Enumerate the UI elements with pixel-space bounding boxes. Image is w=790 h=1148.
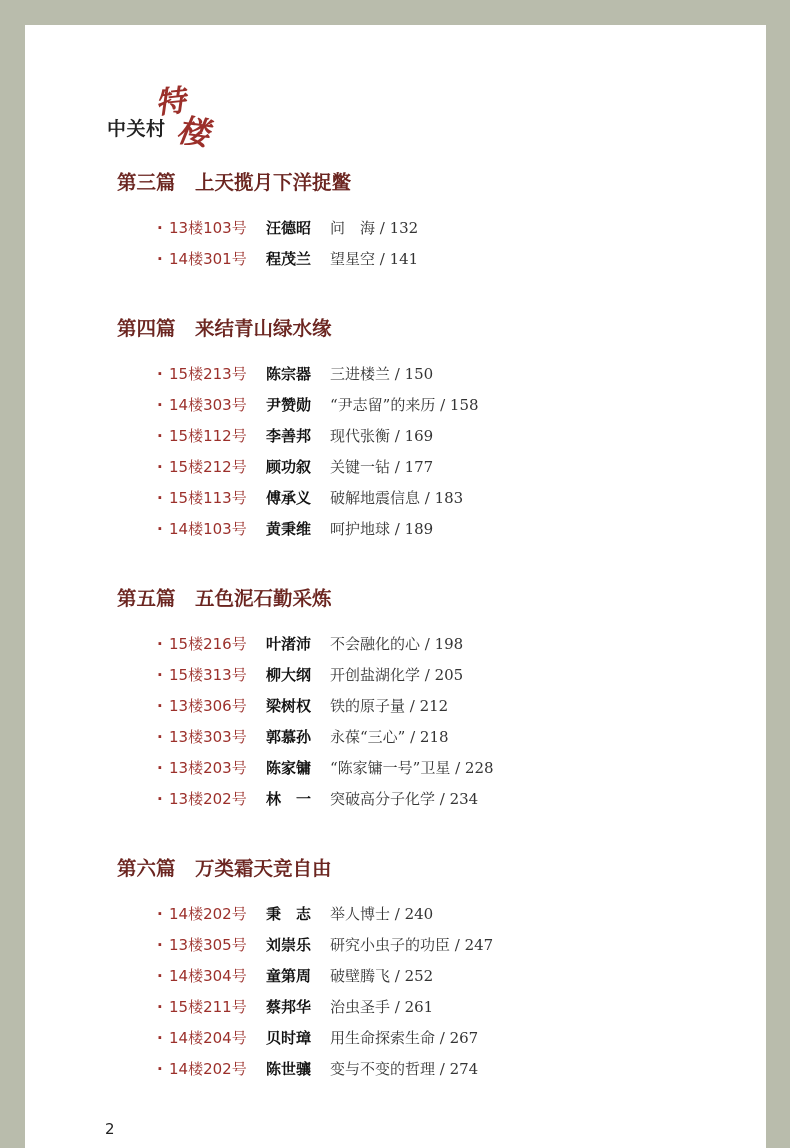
entry-room: 15楼313号 (169, 666, 247, 684)
entry-bullet: · (157, 219, 163, 237)
entry-title: 问 海 / 132 (330, 219, 419, 237)
entry-room: 14楼202号 (169, 905, 247, 923)
entry-title: 三进楼兰 / 150 (330, 365, 434, 383)
entry-name: 陈家镛 (266, 759, 312, 777)
entry-title: 关键一钻 / 177 (330, 458, 434, 476)
toc-entry[interactable] (157, 992, 493, 1023)
toc-entry[interactable] (157, 421, 479, 452)
entry-title: 举人博士 / 240 (330, 905, 434, 923)
entry-name: 叶渚沛 (266, 635, 312, 653)
entry-title: 开创盐湖化学 / 205 (330, 666, 464, 684)
entry-name: 刘崇乐 (266, 936, 312, 954)
entry-title: 永葆“三心” / 218 (330, 728, 449, 746)
entry-bullet: · (157, 728, 163, 746)
entry-room: 14楼301号 (169, 250, 247, 268)
entry-room: 14楼304号 (169, 967, 247, 985)
entry-room: 14楼202号 (169, 1060, 247, 1078)
toc-entry[interactable] (157, 244, 418, 275)
entry-room: 14楼204号 (169, 1029, 247, 1047)
toc-section (117, 316, 479, 545)
entry-room: 13楼103号 (169, 219, 247, 237)
toc-entry[interactable] (157, 359, 479, 390)
entry-list (157, 899, 493, 1085)
toc-entry[interactable] (157, 691, 494, 722)
toc-entry[interactable] (157, 483, 479, 514)
toc-section (117, 170, 418, 275)
entry-title: 不会融化的心 / 198 (330, 635, 464, 653)
entry-room: 14楼103号 (169, 520, 247, 538)
toc-section (117, 586, 494, 815)
page-number: 2 (105, 1120, 115, 1138)
entry-name: 尹赞勋 (266, 396, 312, 414)
running-header (107, 77, 307, 154)
toc-entry[interactable] (157, 660, 494, 691)
entry-title: 铁的原子量 / 212 (330, 697, 449, 715)
entry-bullet: · (157, 998, 163, 1016)
entry-title: 破解地震信息 / 183 (330, 489, 464, 507)
toc-section (117, 856, 493, 1085)
toc-entry[interactable] (157, 1023, 493, 1054)
entry-name: 郭慕孙 (266, 728, 312, 746)
entry-name: 秉 志 (266, 905, 312, 923)
section-title[interactable]: 第四篇 来结青山绿水缘 (117, 317, 332, 340)
header-calligraphy-lou: 楼 (174, 110, 212, 154)
entry-name: 汪德昭 (266, 219, 312, 237)
entry-bullet: · (157, 967, 163, 985)
entry-bullet: · (157, 635, 163, 653)
entry-room: 15楼216号 (169, 635, 247, 653)
entry-title: “尹志留”的来历 / 158 (330, 396, 479, 414)
entry-list (157, 213, 418, 275)
toc-entry[interactable] (157, 961, 493, 992)
entry-bullet: · (157, 936, 163, 954)
entry-list (157, 629, 494, 815)
toc-entry[interactable] (157, 1054, 493, 1085)
entry-name: 傅承义 (266, 489, 312, 507)
entry-room: 15楼112号 (169, 427, 247, 445)
entry-bullet: · (157, 396, 163, 414)
entry-name: 黄秉维 (266, 520, 312, 538)
toc-entry[interactable] (157, 930, 493, 961)
section-title[interactable]: 第五篇 五色泥石勤采炼 (117, 587, 332, 610)
entry-title: 突破高分子化学 / 234 (330, 790, 479, 808)
entry-bullet: · (157, 1060, 163, 1078)
entry-room: 13楼305号 (169, 936, 247, 954)
entry-title: 研究小虫子的功臣 / 247 (330, 936, 494, 954)
entry-name: 陈世骧 (266, 1060, 312, 1078)
toc-entry[interactable] (157, 213, 418, 244)
entry-name: 程茂兰 (266, 250, 312, 268)
entry-name: 蔡邦华 (266, 998, 312, 1016)
entry-bullet: · (157, 427, 163, 445)
toc-entry[interactable] (157, 899, 493, 930)
entry-bullet: · (157, 666, 163, 684)
entry-room: 13楼303号 (169, 728, 247, 746)
header-title: 中关村 (107, 118, 166, 140)
entry-room: 15楼213号 (169, 365, 247, 383)
section-title[interactable]: 第六篇 万类霜天竞自由 (117, 857, 332, 880)
entry-name: 林 一 (266, 790, 312, 808)
toc-entry[interactable] (157, 753, 494, 784)
entry-room: 13楼306号 (169, 697, 247, 715)
entry-name: 李善邦 (266, 427, 312, 445)
entry-bullet: · (157, 905, 163, 923)
entry-name: 陈宗器 (266, 365, 312, 383)
entry-title: 用生命探索生命 / 267 (330, 1029, 479, 1047)
entry-title: 望星空 / 141 (330, 250, 419, 268)
entry-bullet: · (157, 790, 163, 808)
entry-room: 13楼202号 (169, 790, 247, 808)
entry-name: 梁树权 (266, 697, 312, 715)
entry-bullet: · (157, 489, 163, 507)
entry-bullet: · (157, 1029, 163, 1047)
entry-room: 13楼203号 (169, 759, 247, 777)
toc-entry[interactable] (157, 452, 479, 483)
entry-bullet: · (157, 458, 163, 476)
entry-bullet: · (157, 250, 163, 268)
entry-title: 呵护地球 / 189 (330, 520, 434, 538)
entry-name: 顾功叙 (266, 458, 312, 476)
toc-entry[interactable] (157, 722, 494, 753)
entry-name: 贝时璋 (266, 1029, 312, 1047)
entry-bullet: · (157, 759, 163, 777)
toc-entry[interactable] (157, 629, 494, 660)
entry-bullet: · (157, 697, 163, 715)
entry-list (157, 359, 479, 545)
toc-entry[interactable] (157, 390, 479, 421)
entry-room: 15楼113号 (169, 489, 247, 507)
section-title[interactable]: 第三篇 上天揽月下洋捉鳖 (117, 171, 352, 194)
entry-bullet: · (157, 365, 163, 383)
book-page (25, 25, 766, 1148)
entry-name: 童第周 (266, 967, 312, 985)
entry-title: “陈家镛一号”卫星 / 228 (330, 759, 494, 777)
entry-room: 15楼211号 (169, 998, 247, 1016)
toc-entry[interactable] (157, 514, 479, 545)
header-calligraphy-te: 特 (153, 83, 188, 122)
entry-room: 14楼303号 (169, 396, 247, 414)
toc-entry[interactable] (157, 784, 494, 815)
entry-bullet: · (157, 520, 163, 538)
entry-room: 15楼212号 (169, 458, 247, 476)
entry-name: 柳大纲 (266, 666, 312, 684)
entry-title: 治虫圣手 / 261 (330, 998, 434, 1016)
entry-title: 破壁腾飞 / 252 (330, 967, 434, 985)
entry-title: 现代张衡 / 169 (330, 427, 434, 445)
entry-title: 变与不变的哲理 / 274 (330, 1060, 479, 1078)
